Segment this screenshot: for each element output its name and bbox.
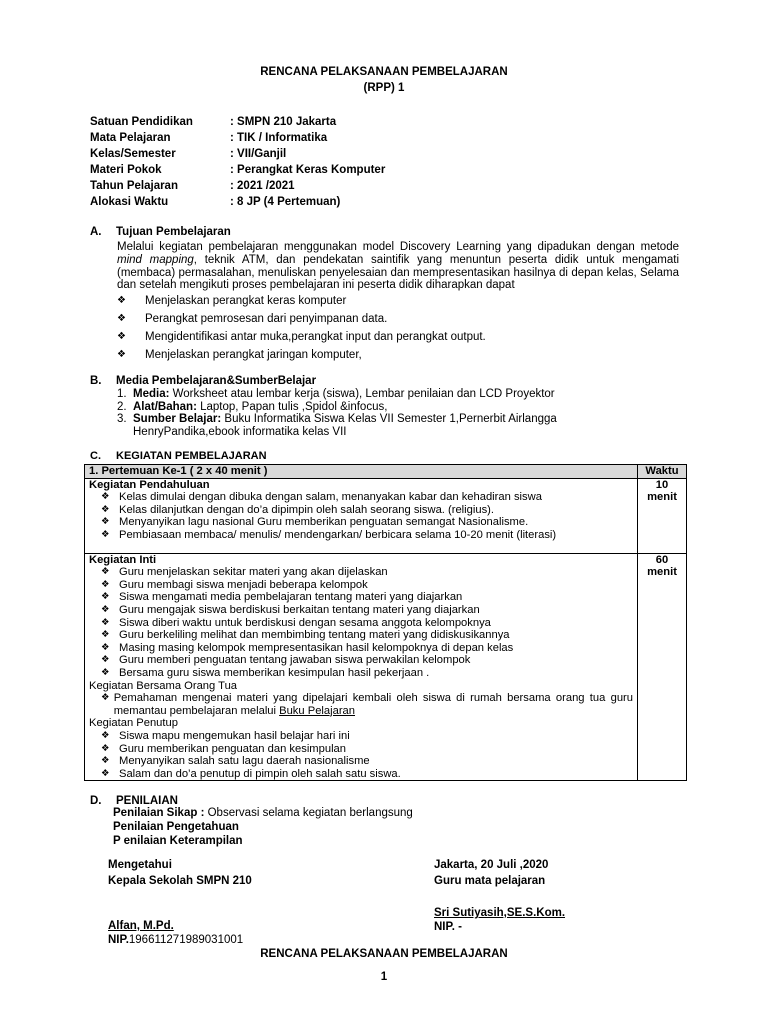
list-item: ❖ Kelas dimulai dengan dibuka dengan salam, menanyakan kabar dan kehadiran siswa [89, 491, 633, 504]
list-item: ❖ Pemahaman mengenai materi yang dipelajari kembali oleh siswa di rumah bersama orang tua guru memantau pembelajaran melalui Buku Pelajaran [89, 692, 633, 717]
list-item: ❖ Siswa diberi waktu untuk berdiskusi dengan sesama anggota kelompoknya [89, 617, 633, 630]
identity-row [90, 146, 590, 162]
time-cell: 60 menit [638, 553, 687, 781]
diamond-bullet-icon: ❖ [117, 331, 126, 342]
assessment-block: Penilaian Sikap : Observasi selama kegiatan berlangsung Penilaian Pengetahuan P enilaian Keterampilan [113, 807, 413, 847]
section-a-heading [90, 225, 690, 240]
diamond-bullet-icon: ❖ [101, 654, 110, 666]
principal-signature-block: Mengetahui Kepala Sekolah SMPN 210 [108, 859, 252, 887]
list-item: ❖ Guru memberi penguatan tentang jawaban siswa perwakilan kelompok [89, 654, 633, 667]
section-letter: A. [90, 226, 102, 238]
document-title: RENCANA PELAKSANAAN PEMBELAJARAN [260, 66, 508, 78]
italic-term: mind mapping [117, 253, 194, 266]
identity-row [90, 194, 590, 210]
diamond-bullet-icon: ❖ [101, 729, 110, 741]
principal-nip: 196611271989031001 [128, 934, 244, 946]
diamond-bullet-icon: ❖ [101, 603, 110, 615]
book-reference: Buku Pelajaran [279, 704, 356, 717]
list-item: ❖ Pembiasaan membaca/ menulis/ mendengarkan/ berbicara selama 10-20 menit (literasi) [89, 529, 633, 542]
table-row [85, 553, 687, 781]
list-item: ❖ Guru mengajak siswa berdiskusi berkaitan tentang materi yang diajarkan [89, 604, 633, 617]
identity-value: : SMPN 210 Jakarta [230, 116, 337, 128]
identity-row [90, 130, 590, 146]
list-item: ❖ Guru menjelaskan sekitar materi yang akan dijelaskan [89, 566, 633, 579]
identity-row [90, 162, 590, 178]
list-item: 3. Sumber Belajar: Buku Informatika Siswa Kelas VII Semester 1,Pernerbit Airlangga HenryPandika,ebook informatika kelas VII [117, 413, 557, 438]
identity-value: : 8 JP (4 Pertemuan) [230, 196, 341, 208]
list-item: ❖ Siswa mapu mengemukan hasil belajar hari ini [89, 730, 633, 743]
diamond-bullet-icon: ❖ [101, 641, 110, 653]
diamond-bullet-icon: ❖ [101, 666, 110, 678]
diamond-bullet-icon: ❖ [101, 591, 110, 603]
activity-title: Kegiatan Penutup [89, 717, 178, 730]
identity-block [90, 114, 590, 210]
list-item: ❖ Bersama guru siswa memberikan kesimpulan hasil pekerjaan . [89, 667, 633, 680]
diamond-bullet-icon: ❖ [117, 313, 126, 324]
teacher-nip: NIP. - [434, 921, 462, 933]
document-subtitle: (RPP) 1 [363, 82, 405, 94]
list-item: ❖ Perangkat pemrosesan dari penyimpanan data. [117, 310, 677, 328]
identity-row [90, 114, 590, 130]
teacher-name-block [434, 906, 565, 934]
page-number: 1 [380, 971, 388, 983]
diamond-bullet-icon: ❖ [101, 516, 110, 528]
list-item: ❖ Mengidentifikasi antar muka,perangkat input dan perangkat output. [117, 328, 677, 346]
identity-value: : TIK / Informatika [230, 132, 328, 144]
diamond-bullet-icon: ❖ [101, 491, 110, 503]
list-item: ❖ Guru berkeliling melihat dan membimbing tentang materi yang didiskusikannya [89, 629, 633, 642]
diamond-bullet-icon: ❖ [101, 503, 110, 515]
list-item: ❖ Menyanyikan salah satu lagu daerah nasionalisme [89, 755, 633, 768]
section-letter: B. [90, 375, 102, 387]
activity-title: Kegiatan Bersama Orang Tua [89, 679, 238, 692]
identity-value: : VII/Ganjil [230, 148, 287, 160]
time-cell: 10 menit [638, 478, 687, 553]
section-title: Tujuan Pembelajaran [116, 226, 231, 238]
objective-list [117, 292, 677, 364]
identity-label: Mata Pelajaran [90, 132, 171, 144]
diamond-bullet-icon: ❖ [117, 295, 126, 306]
footer-title: RENCANA PELAKSANAAN PEMBELAJARAN [260, 948, 508, 960]
table-row [85, 478, 687, 553]
identity-label: Satuan Pendidikan [90, 116, 193, 128]
list-item: ❖ Menyanyikan lagu nasional Guru memberikan penguatan semangat Nasionalisme. [89, 516, 633, 529]
activity-title: Kegiatan Pendahuluan [89, 478, 210, 491]
list-item: ❖ Menjelaskan perangkat jaringan komputer, [117, 346, 677, 364]
media-list [117, 388, 687, 438]
diamond-bullet-icon: ❖ [101, 767, 110, 779]
diamond-bullet-icon: ❖ [101, 692, 110, 704]
section-title: Media Pembelajaran&SumberBelajar [116, 375, 317, 387]
activity-table [84, 464, 687, 781]
diamond-bullet-icon: ❖ [101, 566, 110, 578]
section-b-heading [90, 374, 690, 389]
list-item: ❖ Kelas dilanjutkan dengan do’a dipimpin oleh salah seorang siswa. (religius). [89, 504, 633, 517]
activity-title: Kegiatan Inti [89, 553, 157, 566]
identity-label: Kelas/Semester [90, 148, 176, 160]
section-c-heading [90, 449, 690, 464]
list-item: ❖ Guru membagi siswa menjadi beberapa kelompok [89, 579, 633, 592]
time-header: Waktu [638, 465, 687, 479]
identity-label: Alokasi Waktu [90, 196, 169, 208]
diamond-bullet-icon: ❖ [101, 578, 110, 590]
identity-value: : Perangkat Keras Komputer [230, 164, 386, 176]
teacher-name: Sri Sutiyasih,SE.S.Kom. [434, 907, 566, 919]
principal-name-block: Alfan, M.Pd. NIP.196611271989031001 [108, 920, 244, 946]
section-letter: D. [90, 795, 102, 807]
diamond-bullet-icon: ❖ [101, 755, 110, 767]
list-item: 2. Alat/Bahan: Laptop, Papan tulis ,Spidol &infocus, [117, 400, 388, 413]
list-item: 1. Media: Worksheet atau lembar kerja (siswa), Lembar penilaian dan LCD Proyektor [117, 388, 555, 400]
identity-row [90, 178, 590, 194]
meeting-header: 1. Pertemuan Ke-1 ( 2 x 40 menit ) [85, 465, 638, 479]
diamond-bullet-icon: ❖ [101, 629, 110, 641]
list-item: ❖ Siswa mengamati media pembelajaran tentang materi yang diajarkan [89, 591, 633, 604]
section-title: KEGIATAN PEMBELAJARAN [116, 450, 267, 462]
list-item: ❖ Menjelaskan perangkat keras komputer [117, 292, 677, 310]
section-letter: C. [90, 450, 101, 462]
principal-name: Alfan, M.Pd. [108, 920, 174, 932]
section-title: PENILAIAN [116, 795, 178, 807]
teacher-signature-block: Jakarta, 20 Juli ,2020 Guru mata pelajaran [434, 859, 549, 887]
table-header-row [85, 465, 687, 479]
identity-value: : 2021 /2021 [230, 180, 295, 192]
objective-paragraph: Melalui kegiatan pembelajaran menggunakan model Discovery Learning yang dipadukan dengan metode mind mapping, teknik ATM, dan pendekatan saintifik yang menuntun peserta didik untuk mengamati (membaca) permasalahan, menuliskan penyelesaian dan mempresentasikan hasilnya di depan kelas, Selama dan setelah mengikuti proses pembelajaran ini peserta didik diharapkan dapat [117, 241, 680, 292]
list-item: ❖ Salam dan do’a penutup di pimpin oleh salah satu siswa. [89, 768, 633, 781]
identity-label: Materi Pokok [90, 164, 162, 176]
diamond-bullet-icon: ❖ [117, 349, 126, 360]
list-item: ❖ Guru memberikan penguatan dan kesimpulan [89, 743, 633, 756]
list-item: ❖ Masing masing kelompok mempresentasikan hasil kelompoknya di depan kelas [89, 642, 633, 655]
diamond-bullet-icon: ❖ [101, 616, 110, 628]
diamond-bullet-icon: ❖ [101, 742, 110, 754]
identity-label: Tahun Pelajaran [90, 180, 178, 192]
diamond-bullet-icon: ❖ [101, 528, 110, 540]
